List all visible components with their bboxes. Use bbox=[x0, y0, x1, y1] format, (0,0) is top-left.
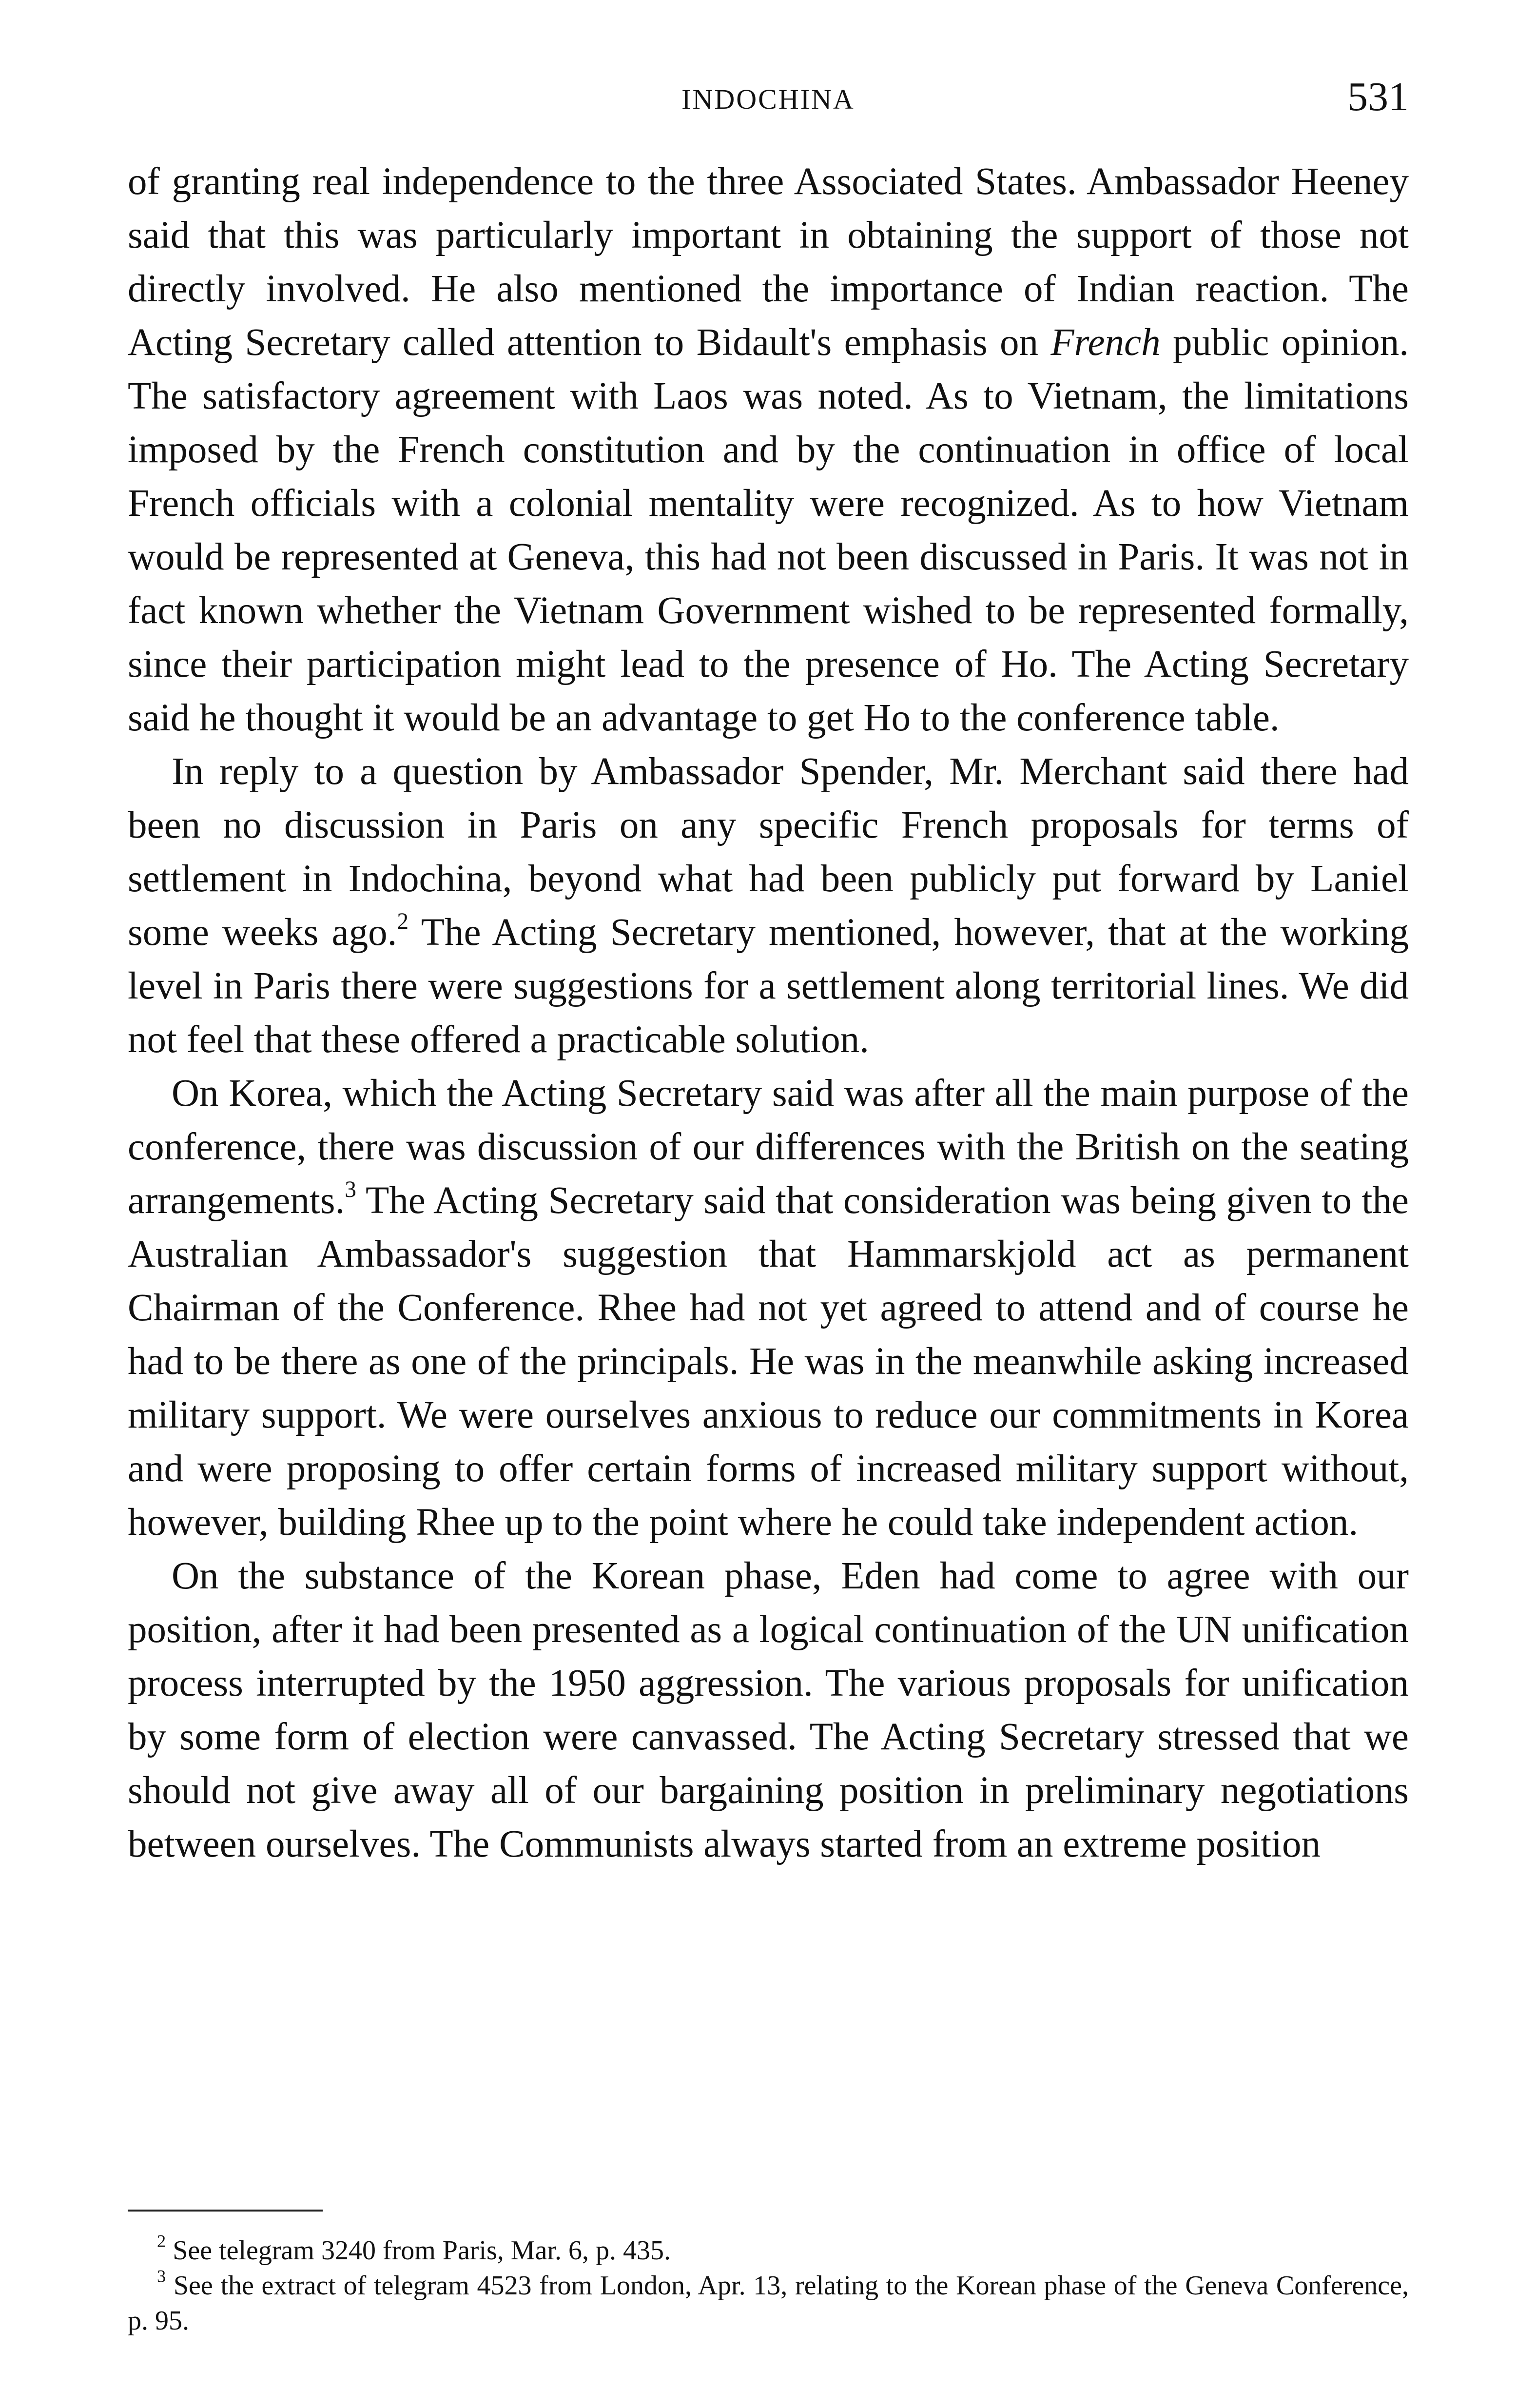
emphasis-french: French bbox=[1050, 321, 1161, 364]
footnote-mark-2: 2 bbox=[157, 2231, 166, 2251]
footnote-ref-3: 3 bbox=[345, 1176, 356, 1202]
paragraph-1 bbox=[128, 155, 1409, 745]
paragraph-3-text: On Korea, which the Acting Secretary said was after all the main purpose of the conference, there was discussion of our differences with the British on the seating arrangements. bbox=[128, 1072, 1409, 1222]
running-title: INDOCHINA bbox=[681, 83, 855, 115]
paragraph-2-text-rest: The Acting Secretary mentioned, however, that at the working level in Paris there were suggestions for a settlement along territorial lines. We did not feel that these offered a practicable solution. bbox=[128, 911, 1409, 1061]
footnote-3 bbox=[128, 2268, 1409, 2338]
footnote-3-text: See the extract of telegram 4523 from London, Apr. 13, relating to the Korean phase of the Geneva Conference, p. 95. bbox=[128, 2271, 1409, 2336]
paragraph-1-text: of granting real independence to the three Associated States. Ambassador Heeney said that this was particularly important in obtaining the support of those not directly involved. He also mentioned the importance of Indian reaction. The Acting Secretary called attention to Bidault's emphasis on bbox=[128, 160, 1409, 364]
paragraph-2-text: In reply to a question by Ambassador Spender, Mr. Merchant said there had been no discussion in Paris on any specific French proposals for terms of settlement in Indochina, beyond what had been publicly put forward by Laniel some weeks ago. bbox=[128, 750, 1409, 954]
paragraph-3 bbox=[128, 1067, 1409, 1549]
paragraph-2 bbox=[128, 745, 1409, 1067]
footnotes bbox=[128, 2233, 1409, 2338]
footnote-mark-3: 3 bbox=[157, 2266, 166, 2286]
footnote-2 bbox=[128, 2233, 1409, 2268]
paragraph-3-text-rest: The Acting Secretary said that consideration was being given to the Australian Ambassador's suggestion that Hammarskjold act as permanent Chairman of the Conference. Rhee had not yet agreed to attend and of course he had to be there as one of the principals. He was in the meanwhile asking increased military support. We were ourselves anxious to reduce our commitments in Korea and were proposing to offer certain forms of increased military support without, however, building Rhee up to the point where he could take independent action. bbox=[128, 1179, 1409, 1544]
footnote-2-text: See telegram 3240 from Paris, Mar. 6, p. 435. bbox=[166, 2235, 671, 2266]
paragraph-4-text: On the substance of the Korean phase, Eden had come to agree with our position, after it had been presented as a logical continuation of the UN unification process interrupted by the 1950 aggression. The various proposals for unification by some form of election were canvassed. The Acting Secretary stressed that we should not give away all of our bargaining position in preliminary negotiations between ourselves. The Communists always started from an extreme position bbox=[128, 1555, 1409, 1865]
running-head bbox=[128, 73, 1409, 132]
footnote-divider bbox=[128, 2210, 323, 2212]
footnote-ref-2: 2 bbox=[397, 908, 409, 934]
body-text bbox=[128, 155, 1409, 1871]
page-number: 531 bbox=[1347, 74, 1409, 119]
paragraph-1-text-rest: public opinion. The satisfactory agreement with Laos was noted. As to Vietnam, the limitations imposed by the French constitution and by the continuation in office of local French officials with a colonial mentality were recognized. As to how Vietnam would be represented at Geneva, this had not been discussed in Paris. It was not in fact known whether the Vietnam Government wished to be represented formally, since their participation might lead to the presence of Ho. The Acting Secretary said he thought it would be an advantage to get Ho to the conference table. bbox=[128, 321, 1409, 739]
paragraph-4 bbox=[128, 1549, 1409, 1871]
